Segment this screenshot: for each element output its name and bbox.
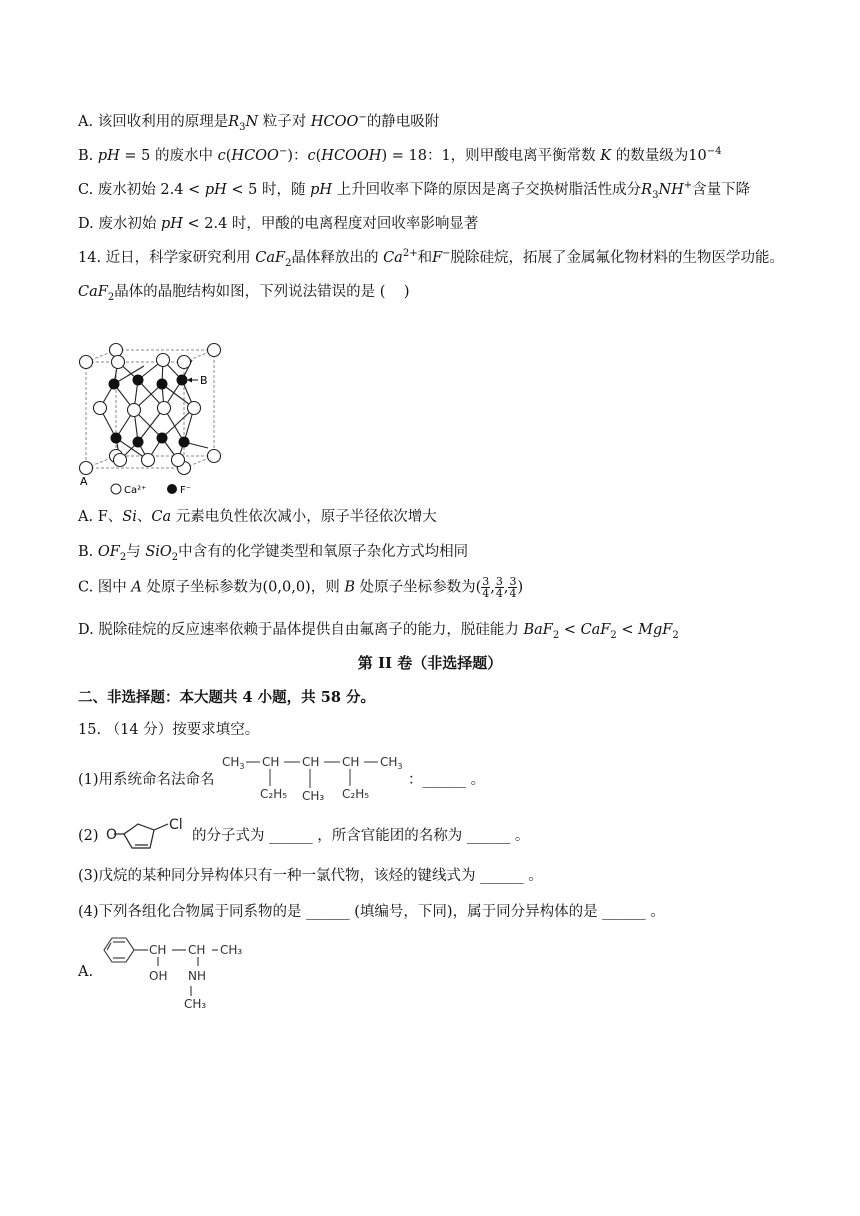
struct1-sub-2: CH₃ <box>302 789 325 803</box>
struct2-o: O <box>106 827 118 843</box>
struct3-oh: OH <box>149 969 168 983</box>
q15-part1-blank: ：______ 。 <box>408 772 486 788</box>
struct1-ch-1: $CH_3$ <box>222 755 245 771</box>
q14-option-a: A. F、Si、Ca 元素电负性依次减小，原子半径依次增大 <box>78 509 437 525</box>
section2-title: 第 II 卷（非选择题） <box>357 654 503 672</box>
chlorocyclopentenone-figure <box>104 814 192 862</box>
q13-option-c: C. 废水初始 2.4 < pH < 5 时，随 pH 上升回收率下降的原因是离子交换树脂活性成分$R_3NH^+$含量下降 <box>78 180 751 201</box>
struct-alkane-figure <box>220 752 420 806</box>
struct2-cl: Cl <box>169 817 183 833</box>
q15-part3: (3)戊烷的某种同分异构体只有一种一氯代物，该烃的键线式为 ______ 。 <box>78 868 543 884</box>
legend-ca-label: Ca²⁺ <box>124 485 147 496</box>
section2-header: 二、非选择题：本大题共 4 小题，共 58 分。 <box>78 689 375 706</box>
label-b: B <box>200 374 208 387</box>
struct3-nch3: CH₃ <box>184 997 207 1011</box>
struct1-ch-2: CH <box>262 755 280 769</box>
q14-option-d: D. 脱除硅烷的反应速率依赖于晶体提供自由氟离子的能力，脱硅能力 BaF$_2$ < CaF$_2$ < MgF$_2$ <box>78 622 679 641</box>
legend-f-symbol <box>167 484 177 494</box>
struct3-ch-2: CH <box>188 943 206 957</box>
legend-f-label: F⁻ <box>180 485 192 496</box>
struct3-ch3: CH₃ <box>220 943 243 957</box>
ephedrine-structure-figure <box>96 930 256 1014</box>
q14-option-b: B. $OF_2$与 SiO$_2$中含有的化学键类型和氧原子杂化方式均相同 <box>78 544 469 563</box>
q15-option-a-label: A. <box>78 964 94 980</box>
struct1-sub-1: C₂H₅ <box>260 787 288 801</box>
struct1-sub-3: C₂H₅ <box>342 787 370 801</box>
q15-part2-prefix: (2) <box>78 828 99 844</box>
q14-stem-line1: 14. 近日，科学家研究利用 CaF$_2$晶体释放出的 $Ca^{2+}$和F−脱除硅烷，拓展了金属氟化物材料的生物医学功能。 <box>78 248 785 269</box>
q13-option-d: D. 废水初始 pH < 2.4 时，甲酸的电离程度对回收率影响显著 <box>78 216 479 232</box>
label-a: A <box>80 475 88 488</box>
struct1-ch-4: CH <box>342 755 360 769</box>
q15-part1: (1)用系统命名法命名 <box>78 772 215 788</box>
q13-option-a: A. 该回收利用的原理是$R_3N$ 粒子对 HCOO−的静电吸附 <box>78 112 440 133</box>
struct1-ch-3: CH <box>302 755 320 769</box>
q15-stem: 15. （14 分）按要求填空。 <box>78 722 260 738</box>
struct3-ch-1: CH <box>149 943 167 957</box>
struct1-ch-5: $CH_3$ <box>380 755 403 771</box>
q15-part2: 的分子式为 ______ ，所含官能团的名称为 ______ 。 <box>192 828 530 844</box>
q13-option-b: B. pH = 5 的废水中 c(HCOO−)：c(HCOOH) = 18：1，则甲酸电离平衡常数 K 的数量级为$10^{-4}$ <box>78 146 722 164</box>
legend-ca-symbol <box>111 484 121 494</box>
q14-option-c: C. 图中 A 处原子坐标参数为(0,0,0)，则 B 处原子坐标参数为( $\frac{3}{4}$ , $\frac{3}{4}$ , $\frac{3}{4}$ ) <box>78 575 524 600</box>
caf2-unit-cell-figure <box>74 338 234 500</box>
q15-part4: (4)下列各组化合物属于同系物的是 ______ (填编号，下同)，属于同分异构体的是 ______ 。 <box>78 904 665 920</box>
q14-stem-line2: CaF$_2$晶体的晶胞结构如图，下列说法错误的是 ( ) <box>78 284 410 303</box>
struct3-nh: NH <box>188 969 206 983</box>
